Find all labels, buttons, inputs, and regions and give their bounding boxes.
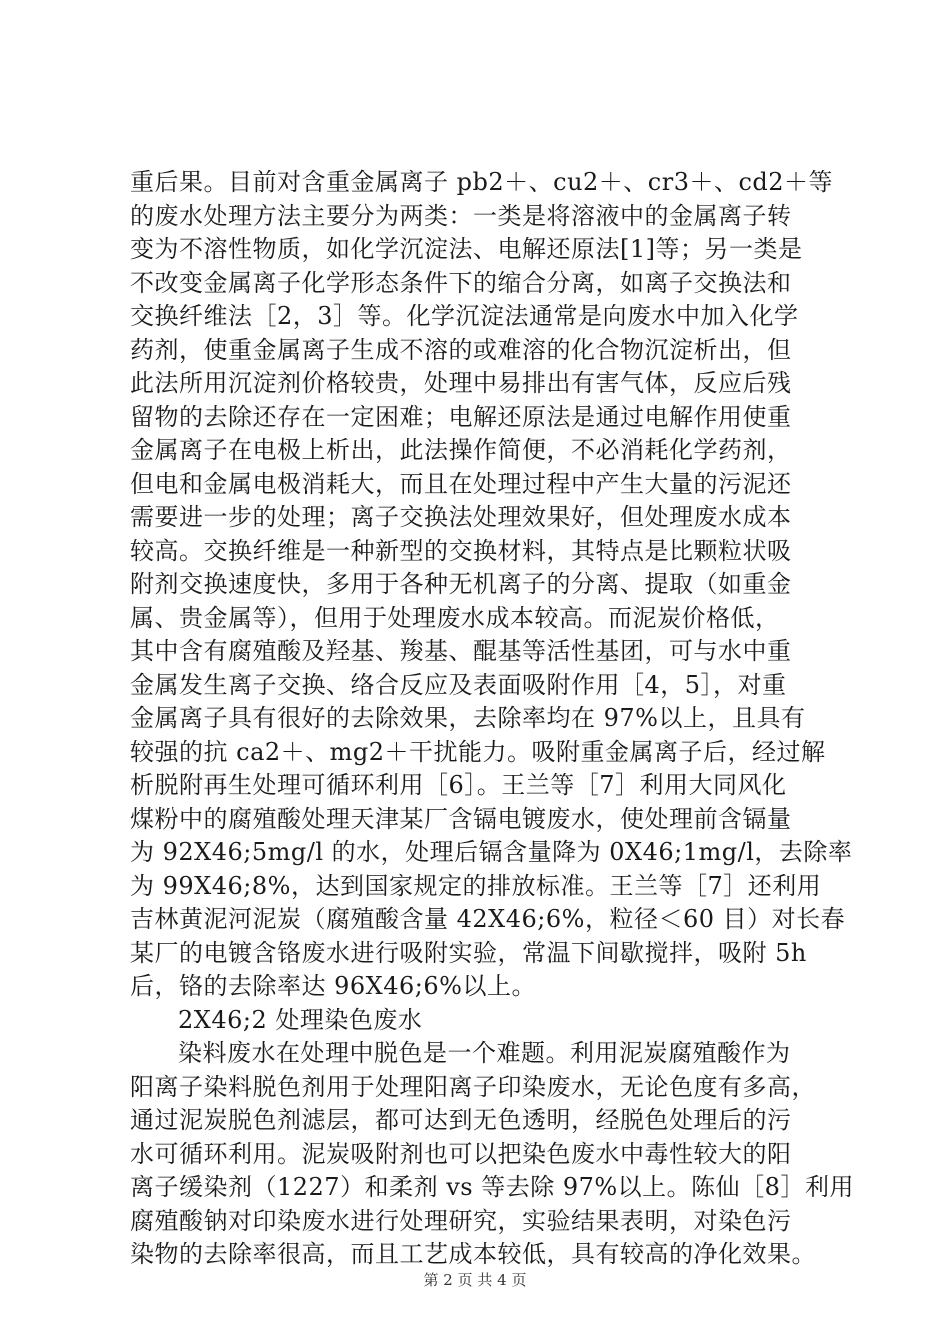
text-line: 水可循环利用。泥炭吸附剂也可以把染色废水中毒性较大的阳 [130, 1139, 792, 1168]
text-line: 煤粉中的腐殖酸处理天津某厂含镉电镀废水，使处理前含镉量 [130, 804, 792, 833]
text-line: 金属离子在电极上析出，此法操作简便，不必消耗化学药剂， [130, 436, 792, 464]
text-line: 染料废水在处理中脱色是一个难题。利用泥炭腐殖酸作为 [178, 1039, 791, 1067]
text-line: 离子缓染剂（1227）和柔剂 vs 等去除 97%以上。陈仙［8］利用 [130, 1173, 854, 1201]
text-line: 吉林黄泥河泥炭（腐殖酸含量 42X46;6%，粒径＜60 目）对长春 [130, 905, 846, 933]
text-line: 金属发生离子交换、络合反应及表面吸附作用［4，5］，对重 [130, 670, 787, 699]
text-line: 但电和金属电极消耗大，而且在处理过程中产生大量的污泥还 [130, 469, 792, 498]
text-line: 较强的抗 ca2＋、mg2＋干扰能力。吸附重金属离子后，经过解 [130, 737, 826, 766]
text-line: 阳离子染料脱色剂用于处理阳离子印染废水，无论色度有多高， [130, 1072, 816, 1101]
text-line: 后，铬的去除率达 96X46;6%以上。 [130, 972, 536, 1000]
text-line: 金属离子具有很好的去除效果，去除率均在 97%以上，且具有 [130, 704, 806, 732]
text-line: 通过泥炭脱色剂滤层，都可达到无色透明，经脱色处理后的污 [130, 1106, 792, 1134]
text-line: 交换纤维法［2，3］等。化学沉淀法通常是向废水中加入化学 [130, 302, 799, 330]
text-line: 腐殖酸钠对印染废水进行处理研究，实验结果表明，对染色污 [130, 1206, 792, 1235]
text-line: 为 92X46;5mg/l 的水，处理后镉含量降为 0X46;1mg/l，去除率 [130, 838, 853, 866]
text-line: 药剂，使重金属离子生成不溶的或难溶的化合物沉淀析出，但 [130, 335, 792, 364]
text-line: 其中含有腐殖酸及羟基、羧基、醌基等活性基团，可与水中重 [130, 637, 792, 665]
text-line: 重后果。目前对含重金属离子 pb2＋、cu2＋、cr3＋、cd2＋等 [130, 168, 834, 196]
text-line: 此法所用沉淀剂价格较贵，处理中易排出有害气体，反应后残 [130, 369, 792, 397]
text-line: 较高。交换纤维是一种新型的交换材料，其特点是比颗粒状吸 [130, 536, 792, 565]
text-line: 为 99X46;8%，达到国家规定的排放标准。王兰等［7］还利用 [130, 871, 822, 900]
text-line: 析脱附再生处理可循环利用［6］。王兰等［7］利用大同风化 [130, 771, 787, 799]
text-line: 的废水处理方法主要分为两类：一类是将溶液中的金属离子转 [130, 201, 792, 230]
text-line: 需要进一步的处理；离子交换法处理效果好，但处理废水成本 [130, 503, 792, 531]
section-heading: 2X46;2 处理染色废水 [178, 1005, 423, 1034]
text-line: 附剂交换速度快，多用于各种无机离子的分离、提取（如重金 [130, 570, 792, 598]
body-text [130, 166, 870, 1272]
text-line: 属、贵金属等），但用于处理废水成本较高。而泥炭价格低， [130, 603, 780, 632]
text-line: 染物的去除率很高，而且工艺成本较低，具有较高的净化效果。 [130, 1240, 816, 1268]
page-number-footer: 第 2 页 共 4 页 [423, 1271, 527, 1289]
text-line: 某厂的电镀含铬废水进行吸附实验，常温下间歇搅拌，吸附 5h [130, 938, 807, 967]
text-line: 变为不溶性物质，如化学沉淀法、电解还原法[1]等；另一类是 [130, 235, 803, 263]
text-line: 留物的去除还存在一定困难；电解还原法是通过电解作用使重 [130, 402, 792, 431]
text-line: 不改变金属离子化学形态条件下的缩合分离，如离子交换法和 [130, 268, 792, 297]
